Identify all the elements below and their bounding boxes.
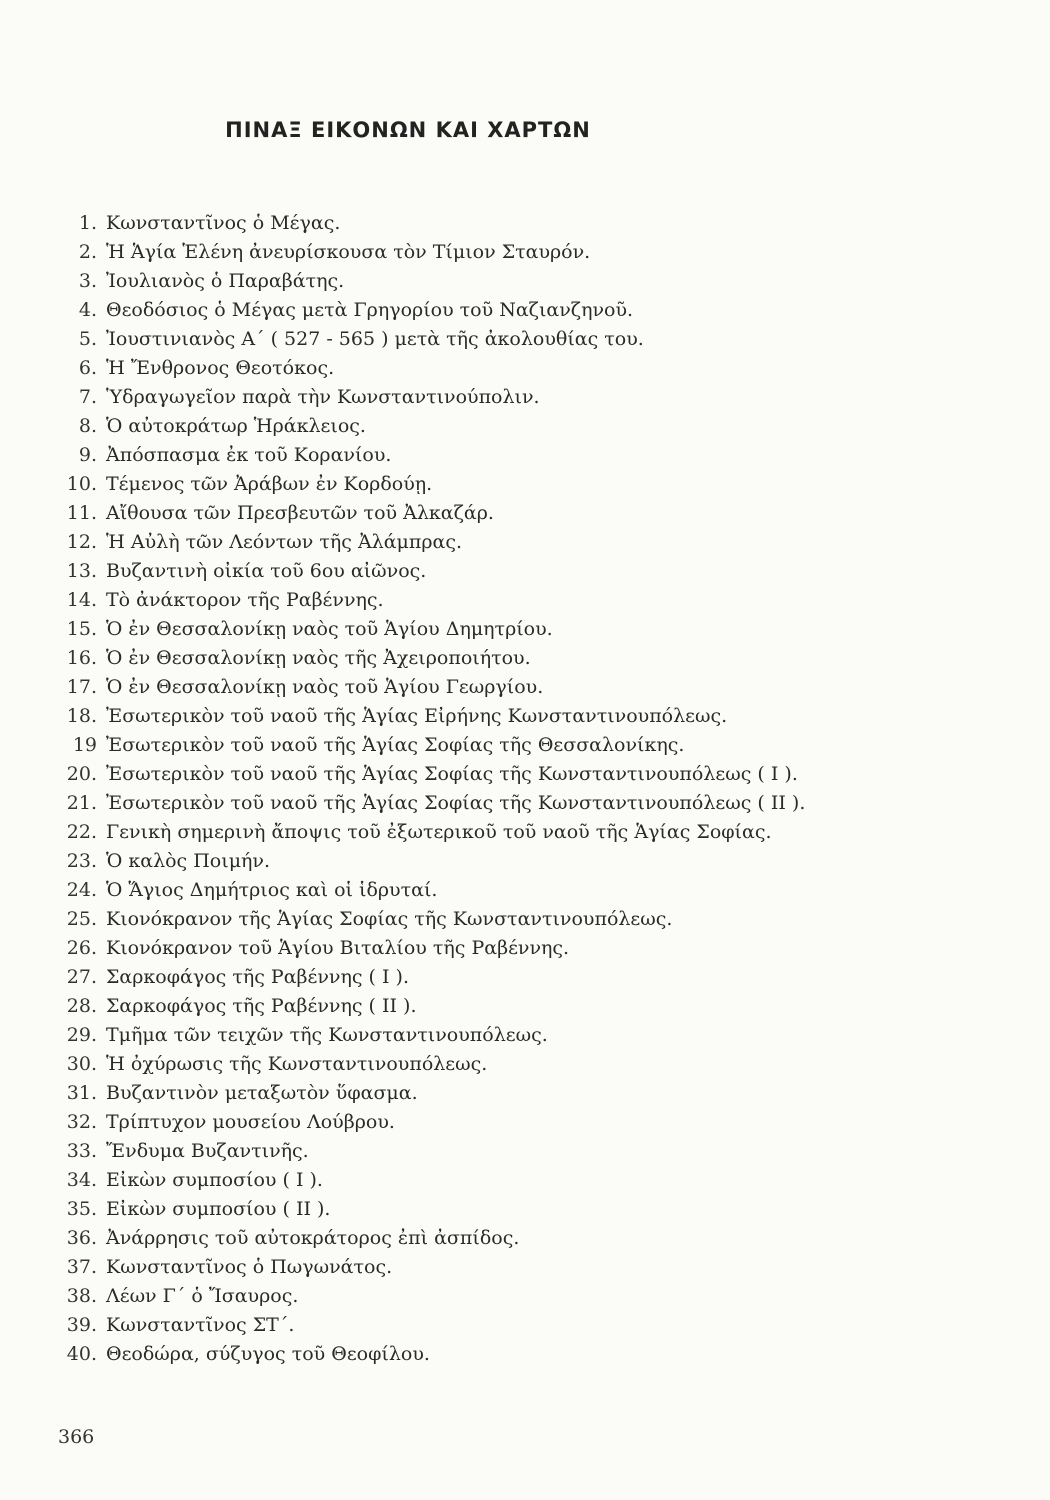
- list-item: [0, 1137, 1000, 1166]
- list-item: [0, 296, 1000, 325]
- item-caption: Τέμενος τῶν Ἀράβων ἐν Κορδούῃ.: [106, 473, 433, 495]
- item-number: 32.: [66, 1111, 97, 1133]
- item-caption: Ἡ ὀχύρωσις τῆς Κωνσταντινουπόλεως.: [106, 1053, 488, 1075]
- item-number: 35.: [66, 1198, 97, 1220]
- list-item: [0, 586, 1000, 615]
- list-item: [0, 354, 1000, 383]
- item-caption: Ἐσωτερικὸν τοῦ ναοῦ τῆς Ἁγίας Σοφίας τῆς Κωνσταντινουπόλεως ( I ).: [106, 763, 798, 785]
- item-caption: Ὑδραγωγεῖον παρὰ τὴν Κωνσταντινούπολιν.: [106, 386, 540, 408]
- item-number: 6.: [78, 357, 97, 379]
- list-item: [0, 383, 1000, 412]
- list-item: [0, 528, 1000, 557]
- list-item: [0, 238, 1000, 267]
- page-title: ΠΙΝΑΞ ΕΙΚΟΝΩΝ ΚΑΙ ΧΑΡΤΩΝ: [225, 118, 591, 142]
- item-caption: Ἔνδυμα Βυζαντινῆς.: [106, 1140, 309, 1162]
- item-number: 13.: [66, 560, 97, 582]
- list-item: [0, 325, 1000, 354]
- list-item: [0, 412, 1000, 441]
- item-caption: Εἰκὼν συμποσίου ( I ).: [106, 1169, 323, 1191]
- item-caption: Κιονόκρανον τῆς Ἁγίας Σοφίας τῆς Κωνσταντινουπόλεως.: [106, 908, 673, 930]
- list-item: [0, 470, 1000, 499]
- list-item: [0, 1021, 1000, 1050]
- list-item: [0, 673, 1000, 702]
- item-number: 37.: [66, 1256, 97, 1278]
- item-caption: Τὸ ἀνάκτορον τῆς Ραβέννης.: [106, 589, 384, 611]
- list-item: [0, 702, 1000, 731]
- item-number: 17.: [66, 676, 97, 698]
- item-caption: Κωνσταντῖνος ὁ Μέγας.: [106, 212, 341, 234]
- list-item: [0, 963, 1000, 992]
- list-item: [0, 992, 1000, 1021]
- list-item: [0, 1195, 1000, 1224]
- item-caption: Ὁ αὐτοκράτωρ Ἡράκλειος.: [106, 415, 366, 437]
- item-caption: Ἀνάρρησις τοῦ αὐτοκράτορος ἐπὶ ἀσπίδος.: [106, 1227, 520, 1249]
- list-item: [0, 557, 1000, 586]
- item-caption: Λέων Γ΄ ὁ Ἴσαυρος.: [106, 1285, 299, 1307]
- item-number: 12.: [66, 531, 97, 553]
- item-caption: Ὁ ἐν Θεσσαλονίκῃ ναὸς τοῦ Ἁγίου Γεωργίου.: [106, 676, 544, 698]
- item-caption: Θεοδώρα, σύζυγος τοῦ Θεοφίλου.: [106, 1343, 430, 1365]
- item-number: 9.: [78, 444, 97, 466]
- item-caption: Ἐσωτερικὸν τοῦ ναοῦ τῆς Ἁγίας Εἰρήνης Κωνσταντινουπόλεως.: [106, 705, 728, 727]
- item-caption: Ὁ Ἅγιος Δημήτριος καὶ οἱ ἱδρυταί.: [106, 879, 438, 901]
- list-item: [0, 1108, 1000, 1137]
- item-number: 11.: [66, 502, 97, 524]
- item-caption: Ὁ ἐν Θεσσαλονίκῃ ναὸς τῆς Ἀχειροποιήτου.: [106, 647, 531, 669]
- item-number: 5.: [78, 328, 97, 350]
- list-item: [0, 847, 1000, 876]
- item-number: 16.: [66, 647, 97, 669]
- list-item: [0, 1253, 1000, 1282]
- item-number: 24.: [66, 879, 97, 901]
- item-caption: Σαρκοφάγος τῆς Ραβέννης ( I ).: [106, 966, 409, 988]
- item-number: 25.: [66, 908, 97, 930]
- page-number: 366: [58, 1426, 95, 1448]
- list-item: [0, 1282, 1000, 1311]
- list-item: [0, 209, 1000, 238]
- item-caption: Ἰουλιανὸς ὁ Παραβάτης.: [106, 270, 345, 292]
- item-caption: Σαρκοφάγος τῆς Ραβέννης ( II ).: [106, 995, 417, 1017]
- list-item: [0, 789, 1000, 818]
- item-caption: Τμῆμα τῶν τειχῶν τῆς Κωνσταντινουπόλεως.: [106, 1024, 548, 1046]
- item-number: 18.: [66, 705, 97, 727]
- item-number: 28.: [66, 995, 97, 1017]
- list-item: [0, 876, 1000, 905]
- list-item: [0, 267, 1000, 296]
- item-caption: Ἐσωτερικὸν τοῦ ναοῦ τῆς Ἁγίας Σοφίας τῆς Θεσσαλονίκης.: [106, 734, 685, 756]
- item-caption: Γενικὴ σημερινὴ ἄποψις τοῦ ἐξωτερικοῦ τοῦ ναοῦ τῆς Ἁγίας Σοφίας.: [106, 821, 772, 843]
- item-caption: Κιονόκρανον τοῦ Ἁγίου Βιταλίου τῆς Ραβέννης.: [106, 937, 570, 959]
- item-number: 23.: [66, 850, 97, 872]
- item-number: 3.: [78, 270, 97, 292]
- item-number: 31.: [66, 1082, 97, 1104]
- item-caption: Τρίπτυχον μουσείου Λούβρου.: [106, 1111, 395, 1133]
- item-number: 29.: [66, 1024, 97, 1046]
- item-caption: Ἰουστινιανὸς Α΄ ( 527 - 565 ) μετὰ τῆς ἀκολουθίας του.: [106, 328, 644, 350]
- item-caption: Ὁ καλὸς Ποιμήν.: [106, 850, 271, 872]
- item-number: 8.: [78, 415, 97, 437]
- item-caption: Εἰκὼν συμποσίου ( II ).: [106, 1198, 331, 1220]
- item-number: 30.: [66, 1053, 97, 1075]
- item-number: 19: [72, 734, 97, 756]
- figure-list: [0, 209, 1000, 1369]
- item-number: 33.: [66, 1140, 97, 1162]
- list-item: [0, 1050, 1000, 1079]
- item-number: 38.: [66, 1285, 97, 1307]
- list-item: [0, 934, 1000, 963]
- item-number: 10.: [66, 473, 97, 495]
- item-caption: Βυζαντινὴ οἰκία τοῦ 6ου αἰῶνος.: [106, 560, 427, 582]
- item-number: 2.: [78, 241, 97, 263]
- list-item: [0, 818, 1000, 847]
- item-number: 14.: [66, 589, 97, 611]
- list-item: [0, 499, 1000, 528]
- list-item: [0, 905, 1000, 934]
- item-caption: Ἡ Ἔνθρονος Θεοτόκος.: [106, 357, 335, 379]
- list-item: [0, 1079, 1000, 1108]
- item-number: 4.: [78, 299, 97, 321]
- item-number: 22.: [66, 821, 97, 843]
- item-number: 39.: [66, 1314, 97, 1336]
- list-item: [0, 1224, 1000, 1253]
- item-number: 7.: [78, 386, 97, 408]
- list-item: [0, 615, 1000, 644]
- item-number: 34.: [66, 1169, 97, 1191]
- item-caption: Θεοδόσιος ὁ Μέγας μετὰ Γρηγορίου τοῦ Ναζιανζηνοῦ.: [106, 299, 634, 321]
- list-item: [0, 1340, 1000, 1369]
- item-number: 15.: [66, 618, 97, 640]
- list-item: [0, 644, 1000, 673]
- item-number: 27.: [66, 966, 97, 988]
- list-item: [0, 1166, 1000, 1195]
- item-caption: Κωνσταντῖνος ὁ Πωγωνάτος.: [106, 1256, 393, 1278]
- list-item: [0, 441, 1000, 470]
- list-item: [0, 731, 1000, 760]
- item-number: 21.: [66, 792, 97, 814]
- item-number: 26.: [66, 937, 97, 959]
- list-item: [0, 1311, 1000, 1340]
- item-caption: Ὁ ἐν Θεσσαλονίκῃ ναὸς τοῦ Ἁγίου Δημητρίου.: [106, 618, 553, 640]
- item-number: 40.: [66, 1343, 97, 1365]
- list-item: [0, 760, 1000, 789]
- item-number: 36.: [66, 1227, 97, 1249]
- item-number: 1.: [78, 212, 97, 234]
- item-caption: Ἡ Ἁγία Ἑλένη ἀνευρίσκουσα τὸν Τίμιον Σταυρόν.: [106, 241, 591, 263]
- item-caption: Ἀπόσπασμα ἐκ τοῦ Κορανίου.: [106, 444, 392, 466]
- item-caption: Βυζαντινὸν μεταξωτὸν ὕφασμα.: [106, 1082, 418, 1104]
- item-caption: Αἴθουσα τῶν Πρεσβευτῶν τοῦ Ἀλκαζάρ.: [106, 502, 494, 524]
- item-number: 20.: [66, 763, 97, 785]
- item-caption: Κωνσταντῖνος ΣΤ΄.: [106, 1314, 295, 1336]
- item-caption: Ἡ Αὐλὴ τῶν Λεόντων τῆς Ἀλάμπρας.: [106, 531, 463, 553]
- item-caption: Ἐσωτερικὸν τοῦ ναοῦ τῆς Ἁγίας Σοφίας τῆς Κωνσταντινουπόλεως ( II ).: [106, 792, 806, 814]
